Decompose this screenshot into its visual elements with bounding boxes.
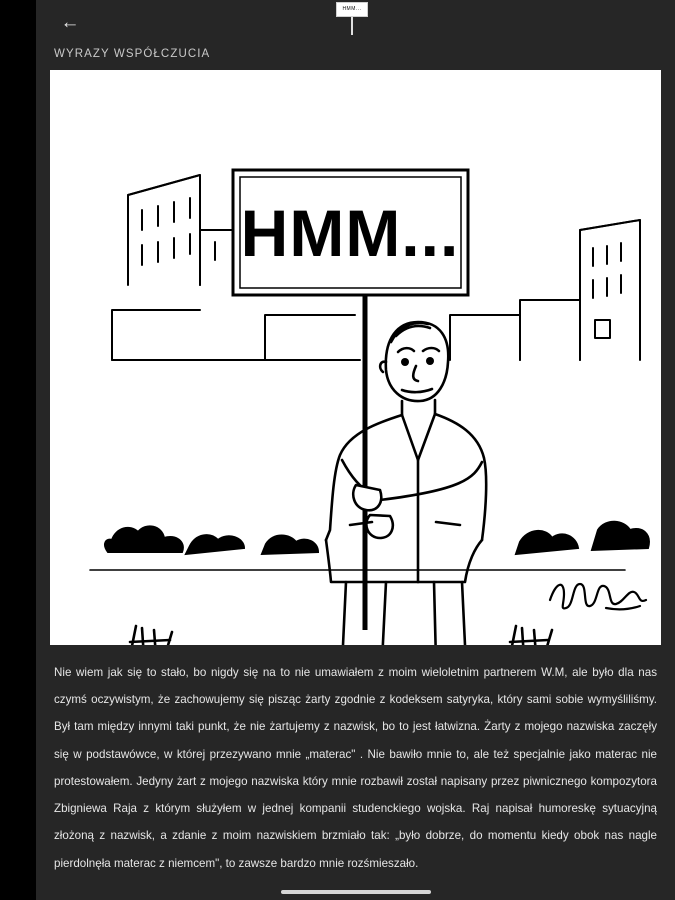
- page-title: WYRAZY WSPÓŁCZUCIA: [54, 48, 211, 60]
- home-indicator[interactable]: [281, 890, 431, 894]
- cartoon-illustration[interactable]: [50, 70, 661, 645]
- protest-sign-icon: [333, 0, 375, 40]
- svg-text:HMM...: HMM...: [240, 196, 460, 270]
- app-window: [36, 0, 675, 900]
- cartoon-svg: [50, 70, 661, 645]
- protest-sign-label: HMM...: [336, 2, 368, 17]
- back-arrow-icon[interactable]: ←: [60, 12, 80, 33]
- top-bar: [36, 0, 675, 44]
- article-body: [36, 645, 675, 899]
- protest-sign-pole: [351, 17, 353, 35]
- article-paragraph: Nie wiem jak się to stało, bo nigdy się na to nie umawiałem z moim wieloletnim partnerem W.M, ale było dla nas czymś oczywistym, że zachowujemy się pisząc żarty zgodnie z kodeksem satyryka, który sami sobie wymyśliliśmy. Był tam między innymi taki punkt, że nie żartujemy z nazwisk, bo to jest łatwizna. Żarty z mojego nazwiska zaczęły się w podstawówce, w której przezywano mnie „materac" . Nie bawiło mnie to, ale też specjalnie jako materac nie protestowałem. Jedyny żart z mojego nazwiska który mnie rozbawił został napisany przez piwnicznego kompozytora Zbigniewa Raja z którym służyłem w jednej kompanii studenckiego wojska. Raj napisał humoreskę sytuacyjną złożoną z nazwisk, a zdanie z moim nazwiskiem brzmiało tak: „było dobrze, do momentu kiedy obok nas nagle pierdolnęła materac z niemcem", to zawsze bardzo mnie rozśmieszało.: [54, 666, 657, 870]
